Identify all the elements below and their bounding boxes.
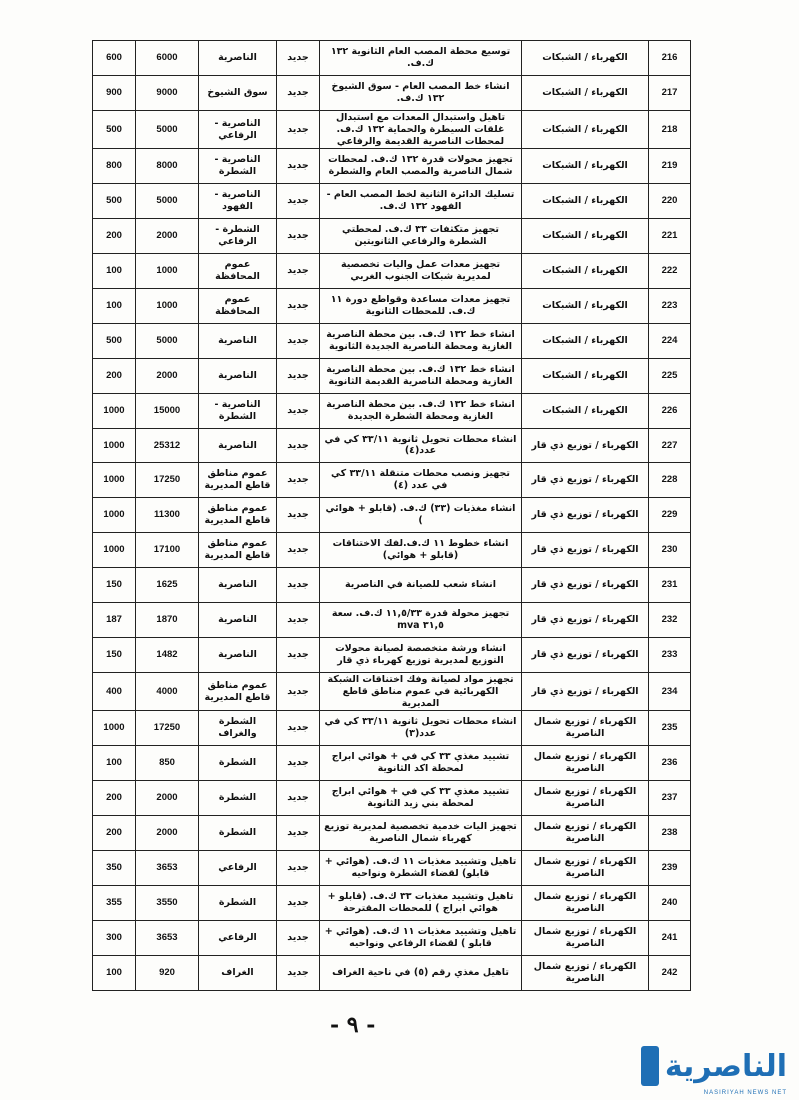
sector-cell: الكهرباء / توزيع ذي قار	[522, 602, 649, 637]
status-cell: جديد	[277, 41, 320, 76]
annual-allocation-cell: 400	[93, 672, 136, 711]
table-row	[93, 323, 691, 358]
logo-subtitle: NASIRIYAH NEWS NET	[703, 1090, 787, 1096]
status-cell: جديد	[277, 672, 320, 711]
sector-cell: الكهرباء / توزيع شمال الناصرية	[522, 920, 649, 955]
table-row	[93, 428, 691, 463]
total-cost-cell: 1482	[136, 637, 199, 672]
location-cell: عموم مناطق قاطع المديرية	[199, 498, 277, 533]
table-row	[93, 75, 691, 110]
total-cost-cell: 4000	[136, 672, 199, 711]
sector-cell: الكهرباء / توزيع شمال الناصرية	[522, 885, 649, 920]
status-cell: جديد	[277, 602, 320, 637]
location-cell: الناصرية - الرفاعي	[199, 110, 277, 149]
status-cell: جديد	[277, 393, 320, 428]
location-cell: عموم المحافظة	[199, 288, 277, 323]
table-row	[93, 358, 691, 393]
total-cost-cell: 6000	[136, 41, 199, 76]
sector-cell: الكهرباء / الشبكات	[522, 288, 649, 323]
row-number: 223	[649, 288, 691, 323]
location-cell: سوق الشيوخ	[199, 75, 277, 110]
row-number: 236	[649, 746, 691, 781]
project-name-cell: تجهيز معدات مساعدة وقواطع دورة ١١ ك.ف. للمحطات الثانوية	[320, 288, 522, 323]
total-cost-cell: 3550	[136, 885, 199, 920]
annual-allocation-cell: 100	[93, 955, 136, 990]
annual-allocation-cell: 200	[93, 781, 136, 816]
row-number: 233	[649, 637, 691, 672]
project-name-cell: تشييد مغذي ٣٣ كي في + هوائي ابراج لمحطة اكد الثانوية	[320, 746, 522, 781]
table-row	[93, 41, 691, 76]
total-cost-cell: 17250	[136, 711, 199, 746]
row-number: 232	[649, 602, 691, 637]
project-name-cell: تاهيل وتشييد مغذيات ١١ ك.ف. (هوائي + قابلو ) لقضاء الرفاعي ونواحيه	[320, 920, 522, 955]
annual-allocation-cell: 355	[93, 885, 136, 920]
location-cell: الناصرية - الشطرة	[199, 149, 277, 184]
location-cell: الناصرية	[199, 358, 277, 393]
project-name-cell: تجهيز متكثفات ٣٣ ك.ف. لمحطتي الشطرة والرفاعي الثانويتين	[320, 219, 522, 254]
table-row	[93, 920, 691, 955]
location-cell: الشطرة والغراف	[199, 711, 277, 746]
total-cost-cell: 920	[136, 955, 199, 990]
location-cell: الشطرة	[199, 885, 277, 920]
table-row	[93, 110, 691, 149]
status-cell: جديد	[277, 711, 320, 746]
status-cell: جديد	[277, 498, 320, 533]
row-number: 235	[649, 711, 691, 746]
logo-mark-icon	[641, 1046, 659, 1086]
status-cell: جديد	[277, 533, 320, 568]
location-cell: الناصرية - الشطرة	[199, 393, 277, 428]
site-logo	[641, 1046, 787, 1096]
status-cell: جديد	[277, 254, 320, 289]
row-number: 239	[649, 850, 691, 885]
annual-allocation-cell: 900	[93, 75, 136, 110]
table-row	[93, 393, 691, 428]
table-row	[93, 711, 691, 746]
location-cell: الناصرية	[199, 637, 277, 672]
sector-cell: الكهرباء / توزيع شمال الناصرية	[522, 955, 649, 990]
status-cell: جديد	[277, 428, 320, 463]
total-cost-cell: 5000	[136, 323, 199, 358]
sector-cell: الكهرباء / توزيع ذي قار	[522, 463, 649, 498]
sector-cell: الكهرباء / الشبكات	[522, 149, 649, 184]
location-cell: الناصرية - الفهود	[199, 184, 277, 219]
location-cell: الشطرة	[199, 816, 277, 851]
sector-cell: الكهرباء / الشبكات	[522, 254, 649, 289]
status-cell: جديد	[277, 885, 320, 920]
status-cell: جديد	[277, 219, 320, 254]
sector-cell: الكهرباء / الشبكات	[522, 184, 649, 219]
sector-cell: الكهرباء / توزيع شمال الناصرية	[522, 711, 649, 746]
sector-cell: الكهرباء / الشبكات	[522, 393, 649, 428]
project-name-cell: تجهيز محولة قدرة ١١,٥/٣٣ ك.ف. سعة ٣١,٥ mva	[320, 602, 522, 637]
sector-cell: الكهرباء / توزيع ذي قار	[522, 428, 649, 463]
sector-cell: الكهرباء / توزيع شمال الناصرية	[522, 746, 649, 781]
total-cost-cell: 25312	[136, 428, 199, 463]
project-name-cell: تاهيل واستبدال المعدات مع استبدال غلقات السيطرة والحماية ١٣٢ ك.ف. لمحطات الناصرية القديمة والرفاعي	[320, 110, 522, 149]
sector-cell: الكهرباء / توزيع ذي قار	[522, 498, 649, 533]
row-number: 221	[649, 219, 691, 254]
table-row	[93, 602, 691, 637]
row-number: 230	[649, 533, 691, 568]
project-name-cell: انشاء خط المصب العام - سوق الشيوخ ١٣٢ ك.ف.	[320, 75, 522, 110]
annual-allocation-cell: 200	[93, 219, 136, 254]
total-cost-cell: 5000	[136, 184, 199, 219]
project-name-cell: تجهيز معدات عمل واليات تخصصية لمديرية شبكات الجنوب الغربي	[320, 254, 522, 289]
sector-cell: الكهرباء / الشبكات	[522, 219, 649, 254]
row-number: 222	[649, 254, 691, 289]
total-cost-cell: 17100	[136, 533, 199, 568]
total-cost-cell: 3653	[136, 850, 199, 885]
project-name-cell: تجهيز محولات قدرة ١٣٢ ك.ف. لمحطات شمال الناصرية والمصب العام والشطرة	[320, 149, 522, 184]
table-row	[93, 885, 691, 920]
location-cell: الرفاعي	[199, 850, 277, 885]
row-number: 217	[649, 75, 691, 110]
status-cell: جديد	[277, 75, 320, 110]
annual-allocation-cell: 1000	[93, 533, 136, 568]
location-cell: الغراف	[199, 955, 277, 990]
location-cell: الرفاعي	[199, 920, 277, 955]
location-cell: الناصرية	[199, 323, 277, 358]
table-row	[93, 850, 691, 885]
annual-allocation-cell: 100	[93, 254, 136, 289]
annual-allocation-cell: 200	[93, 816, 136, 851]
location-cell: الناصرية	[199, 41, 277, 76]
sector-cell: الكهرباء / الشبكات	[522, 110, 649, 149]
status-cell: جديد	[277, 781, 320, 816]
location-cell: عموم المحافظة	[199, 254, 277, 289]
row-number: 224	[649, 323, 691, 358]
project-name-cell: انشاء خطوط ١١ ك.ف.لفك الاختناقات (قابلو + هوائي)	[320, 533, 522, 568]
status-cell: جديد	[277, 358, 320, 393]
table-row	[93, 533, 691, 568]
status-cell: جديد	[277, 850, 320, 885]
total-cost-cell: 1000	[136, 288, 199, 323]
sector-cell: الكهرباء / توزيع ذي قار	[522, 568, 649, 603]
project-name-cell: تشييد مغذي ٣٣ كي في + هوائي ابراج لمحطة بني زيد الثانوية	[320, 781, 522, 816]
annual-allocation-cell: 500	[93, 184, 136, 219]
project-name-cell: تجهيز مواد لصيانة وفك اختناقات الشبكة الكهربائية في عموم مناطق قاطع المديرية	[320, 672, 522, 711]
sector-cell: الكهرباء / توزيع ذي قار	[522, 533, 649, 568]
table-row	[93, 955, 691, 990]
location-cell: الشطرة	[199, 781, 277, 816]
total-cost-cell: 9000	[136, 75, 199, 110]
document-sheet	[92, 40, 690, 991]
status-cell: جديد	[277, 184, 320, 219]
table-row	[93, 637, 691, 672]
total-cost-cell: 2000	[136, 219, 199, 254]
sector-cell: الكهرباء / توزيع ذي قار	[522, 672, 649, 711]
annual-allocation-cell: 1000	[93, 498, 136, 533]
annual-allocation-cell: 100	[93, 288, 136, 323]
table-row	[93, 184, 691, 219]
status-cell: جديد	[277, 920, 320, 955]
total-cost-cell: 11300	[136, 498, 199, 533]
table-row	[93, 816, 691, 851]
project-name-cell: توسيع محطة المصب العام الثانوية ١٣٢ ك.ف.	[320, 41, 522, 76]
row-number: 240	[649, 885, 691, 920]
project-name-cell: انشاء ورشة متخصصة لصيانة محولات التوزيع لمديرية توزيع كهرباء ذي قار	[320, 637, 522, 672]
row-number: 229	[649, 498, 691, 533]
status-cell: جديد	[277, 149, 320, 184]
location-cell: الشطرة - الرفاعي	[199, 219, 277, 254]
total-cost-cell: 3653	[136, 920, 199, 955]
project-name-cell: انشاء خط ١٣٢ ك.ف. بين محطة الناصرية الغازية ومحطة الناصرية الجديدة الثانوية	[320, 323, 522, 358]
total-cost-cell: 850	[136, 746, 199, 781]
status-cell: جديد	[277, 568, 320, 603]
annual-allocation-cell: 100	[93, 746, 136, 781]
sector-cell: الكهرباء / توزيع شمال الناصرية	[522, 781, 649, 816]
location-cell: الناصرية	[199, 568, 277, 603]
table-row	[93, 498, 691, 533]
annual-allocation-cell: 800	[93, 149, 136, 184]
row-number: 231	[649, 568, 691, 603]
status-cell: جديد	[277, 323, 320, 358]
total-cost-cell: 2000	[136, 781, 199, 816]
table-row	[93, 672, 691, 711]
location-cell: عموم مناطق قاطع المديرية	[199, 533, 277, 568]
total-cost-cell: 15000	[136, 393, 199, 428]
total-cost-cell: 8000	[136, 149, 199, 184]
total-cost-cell: 2000	[136, 358, 199, 393]
project-name-cell: تسليك الدائرة الثانية لخط المصب العام - الفهود ١٣٢ ك.ف.	[320, 184, 522, 219]
status-cell: جديد	[277, 746, 320, 781]
table-row	[93, 746, 691, 781]
sector-cell: الكهرباء / توزيع ذي قار	[522, 637, 649, 672]
project-name-cell: تجهيز اليات خدمية تخصصية لمديرية توزيع كهرباء شمال الناصرية	[320, 816, 522, 851]
project-name-cell: انشاء محطات تحويل ثانوية ٣٣/١١ كي في عدد(٣)	[320, 711, 522, 746]
annual-allocation-cell: 200	[93, 358, 136, 393]
status-cell: جديد	[277, 816, 320, 851]
total-cost-cell: 1625	[136, 568, 199, 603]
project-name-cell: انشاء شعب للصيانة في الناصرية	[320, 568, 522, 603]
project-name-cell: تاهيل وتشييد مغذيات ١١ ك.ف. (هوائي + قابلو) لقضاء الشطرة ونواحيه	[320, 850, 522, 885]
table-row	[93, 781, 691, 816]
annual-allocation-cell: 500	[93, 110, 136, 149]
annual-allocation-cell: 1000	[93, 463, 136, 498]
logo-text: الناصرية	[664, 1048, 787, 1084]
location-cell: الشطرة	[199, 746, 277, 781]
status-cell: جديد	[277, 110, 320, 149]
row-number: 228	[649, 463, 691, 498]
annual-allocation-cell: 300	[93, 920, 136, 955]
annual-allocation-cell: 1000	[93, 428, 136, 463]
table-row	[93, 288, 691, 323]
project-name-cell: تاهيل وتشييد مغذيات ٣٣ ك.ف. (قابلو + هوائي ابراج ) للمحطات المقترحة	[320, 885, 522, 920]
project-name-cell: انشاء محطات تحويل ثانوية ٣٣/١١ كي في عدد(٤)	[320, 428, 522, 463]
sector-cell: الكهرباء / الشبكات	[522, 323, 649, 358]
status-cell: جديد	[277, 463, 320, 498]
table-row	[93, 149, 691, 184]
total-cost-cell: 5000	[136, 110, 199, 149]
row-number: 227	[649, 428, 691, 463]
total-cost-cell: 1870	[136, 602, 199, 637]
sector-cell: الكهرباء / توزيع شمال الناصرية	[522, 816, 649, 851]
annual-allocation-cell: 500	[93, 323, 136, 358]
table-body	[93, 41, 691, 991]
total-cost-cell: 1000	[136, 254, 199, 289]
total-cost-cell: 2000	[136, 816, 199, 851]
row-number: 242	[649, 955, 691, 990]
row-number: 219	[649, 149, 691, 184]
row-number: 238	[649, 816, 691, 851]
row-number: 216	[649, 41, 691, 76]
total-cost-cell: 17250	[136, 463, 199, 498]
row-number: 226	[649, 393, 691, 428]
row-number: 225	[649, 358, 691, 393]
sector-cell: الكهرباء / الشبكات	[522, 41, 649, 76]
row-number: 237	[649, 781, 691, 816]
location-cell: الناصرية	[199, 428, 277, 463]
location-cell: عموم مناطق قاطع المديرية	[199, 463, 277, 498]
project-name-cell: تجهيز ونصب محطات متنقلة ٣٣/١١ كي في عدد (٤)	[320, 463, 522, 498]
sector-cell: الكهرباء / الشبكات	[522, 75, 649, 110]
annual-allocation-cell: 600	[93, 41, 136, 76]
annual-allocation-cell: 150	[93, 637, 136, 672]
status-cell: جديد	[277, 955, 320, 990]
annual-allocation-cell: 1000	[93, 393, 136, 428]
sector-cell: الكهرباء / الشبكات	[522, 358, 649, 393]
row-number: 220	[649, 184, 691, 219]
project-name-cell: انشاء خط ١٣٢ ك.ف. بين محطة الناصرية الغازية ومحطة الشطرة الجديدة	[320, 393, 522, 428]
location-cell: عموم مناطق قاطع المديرية	[199, 672, 277, 711]
table-row	[93, 254, 691, 289]
status-cell: جديد	[277, 288, 320, 323]
row-number: 218	[649, 110, 691, 149]
sector-cell: الكهرباء / توزيع شمال الناصرية	[522, 850, 649, 885]
table-row	[93, 219, 691, 254]
page-number: - ٩ -	[330, 1012, 376, 1038]
project-name-cell: انشاء خط ١٣٢ ك.ف. بين محطة الناصرية الغازية ومحطة الناصرية القديمة الثانوية	[320, 358, 522, 393]
projects-table	[92, 40, 691, 991]
annual-allocation-cell: 350	[93, 850, 136, 885]
annual-allocation-cell: 187	[93, 602, 136, 637]
table-row	[93, 568, 691, 603]
location-cell: الناصرية	[199, 602, 277, 637]
project-name-cell: تاهيل مغذي رقم (٥) في ناحية الغراف	[320, 955, 522, 990]
status-cell: جديد	[277, 637, 320, 672]
annual-allocation-cell: 1000	[93, 711, 136, 746]
annual-allocation-cell: 150	[93, 568, 136, 603]
row-number: 234	[649, 672, 691, 711]
row-number: 241	[649, 920, 691, 955]
project-name-cell: انشاء مغذيات (٣٣) ك.ف. (قابلو + هوائي )	[320, 498, 522, 533]
table-row	[93, 463, 691, 498]
